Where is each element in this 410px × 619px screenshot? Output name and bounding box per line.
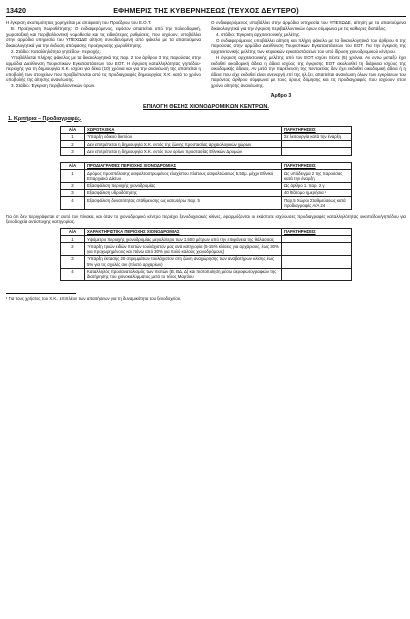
table-row: 4 Καταλληλός προσανατολισμός των πιστών (Β, ΒΔ, Δ) και πιστοποίηση μέσω αεροφωτογραφιών της διατήρησης του χιονοκαλύμματος μετά το τέλος Μαρτίου: [61, 268, 352, 281]
table-header-row: Α/Α ΧΩΡΟΤΑΞΙΚΑ ΠΑΡΑΤΗΡΗΣΕΙΣ: [61, 126, 352, 133]
left-column: [6, 20, 201, 90]
header-divider: [6, 16, 406, 17]
paragraph: 2. Στάδιο: Καταλληλότητα γηπέδου- περιοχής.: [11, 48, 101, 54]
note-paragraph: Για ότι δεν περιγράφεται σ' αυτό τον πίνακα, και όταν το χιονοδρομικό κέντρο περιέχει ξενοδοχειακές κλίνες, εφαρμόζονται οι εκάστοτε ισχύουσες προδιαγραφές καταλληλότητας οικοπέδου/γηπέδου για ξενοδοχεία αντίστοιχης κατηγορίας.: [6, 213, 406, 225]
table-row: 1 Ύπαρξη οδικού δικτύου Σε λειτουργία κατά την έναρξη: [61, 133, 352, 140]
paragraph: Η έγκριση αρχιτεκτονικής μελέτης από τον ΕΟΤ ισχύει πέντε (5) χρόνια. Αν εντω μεταξύ έχει εκδοθεί οικοδομική άδεια η άδεια ισχύος της έγκρισης ΕΟΤ ακολουθεί τη διάρκεια ισχύος της οικοδομικής άδειας. Αν μετά την παρέλευση της πενταετίας δεν έχει εκδοθεί οικοδομική άδεια ή η άδεια που είχε εκδοθεί είναι ανενεργή επί της ηλ.ζει, απαιτείται ανανέωση όλων των εγκρίσεων του παρόντος άρθρου σύμφωνα με τους όρους δόμησης και τις προδιαγραφές που ισχύουν στον χρόνο αίτησης ανανέωσης.: [211, 55, 406, 88]
paragraph: Ο ενδιαφερόμενος υποβάλλει αίτηση και πλήρη φάκελο με τα δικαιολογητικά του άρθρου 6 της παρούσας στην αρμόδια Διεύθυνση Τουριστικών Εγκαταστάσεων του ΕΟΤ. Για την έγκριση της αρχιτεκτονικής μελέτης των κτιριακών εγκαταστάσεων του υπό ίδρυση χιονοδρομικού κέντρου.: [211, 37, 406, 54]
table-row: 4 Εξασφάλιση δυνατότητας στάθμευσης ως κατωτέρω παρ. 5 Παρ.5 Χώροι Σταθμεύσεως κατά προδιαγραφές Α/Α 24: [61, 197, 352, 210]
table-row: 1 Υψόμετρο περιοχής χιονοδρομίας μεγαλύτερο των 1.500 μέτρων από την επιφάνεια της θάλασσας: [61, 236, 352, 243]
area-specifications-table: [60, 162, 352, 210]
table-header-row: Α/Α ΧΑΡΑΚΤΗΡΙΣΤΙΚΑ ΠΕΡΙΟΧΗΣ ΧΙΟΝΟΔΡΟΜΙΑΣ ΠΑΡΑΤΗΡΗΣΕΙΣ: [61, 228, 352, 235]
gazette-title: ΕΦΗΜΕΡΙΣ ΤΗΣ ΚΥΒΕΡΝΗΣΕΩΣ (ΤΕΥΧΟΣ ΔΕΥΤΕΡΟ): [113, 6, 299, 15]
right-column: [211, 20, 406, 90]
table-row: 3 Δεν επιτρέπεται η δημιουργία Χ.Κ. εντός των ορίων προστασίας Εθνικών Δρυμών: [61, 148, 352, 155]
table-row: 2 Ύπαρξη τριών ειδών πιστών τουλάχιστον μας ανά κατηγορία (5-15% κλίσεις για αρχάριους, έως 30% για προχωρημένους και πάνω από 30% για πολύ καλούς χιονοδρόμους): [61, 243, 352, 256]
paragraph: Ο ενδιαφερόμενος υποβάλλει στην αρμόδια υπηρεσία του ΥΠΕΧΩΔΕ, αίτηση με τα απαιτούμενα δικαιολογητικά για την έγκριση περιβαλλοντικών όρων σύμφωνα με τις καθιερες διατάξεις.: [211, 20, 406, 31]
footnote: ¹ Για τους χρήστες του Χ.Κ., επιπλέον των απαιτήσεων για τη δυναμικότητα του ξενοδοχείου.: [6, 296, 182, 302]
paragraph: Υποβάλλεται πλήρης φάκελος με τα δικαιολογητικά της παρ. 2 του άρθρου 3 της παρούσας στην αρμόδια Διεύθυνση Τουριστικών Εγκαταστάσεων του ΕΟΤ. Η έγκριση καταλληλότητας γηπέδου- περιοχής για τη δημιουργία Χ.Κ. ισχύει για δέκα (10) χρόνια και για την ανανέωσή της απαιτείται η υποβολή των στοιχείων που προβλέπονται από τις προδιαγραφές δημιουργίας Χ.Κ. κατά το χρόνο υποβολής της αίτησης ανανέωσης.: [6, 55, 201, 83]
paragraph: 4. στάδιο: Έγκριση αρχιτεκτονικής μελέτης.: [216, 31, 301, 37]
paragraph: Β. Προέγκριση Χωροθέτησης: Ο ενδιαφερόμενος, εφόσον απαιτείται από την πολεοδομική, χωροταξική και περιβαλλοντική νομοθεσία και τις ειδικότερες ρυθμίσεις, που ισχύουν, υποβάλλει στην αρμόδια υπηρεσία του ΥΠΕΧΩΔΕ αίτηση συνοδευόμενη από φάκελο με τα απαιτούμενα δικαιολογητικά για την έκδοση απόφασης προέγκρισης χωροθέτησης.: [6, 26, 201, 48]
page-number: 13420: [6, 6, 26, 15]
two-column-text: [6, 20, 406, 90]
paragraph: Η έγκριση σκοπιμότητας χορηγείται με απόφαση του Προέδρου του Ε.Ο.Τ.: [6, 20, 152, 25]
spatial-criteria-table: [60, 126, 352, 156]
table-row: 2 Δεν επιτρέπεται η δημιουργία Χ.Κ. εντός της ζώνης προστασίας αρχαιολογικών χώρων: [61, 141, 352, 148]
section-title: ΕΠΙΛΟΓΗ ΘΕΣΗΣ ΧΙΟΝΟΔΡΟΜΙΚΩΝ ΚΕΝΤΡΩΝ.: [143, 103, 269, 110]
table-row: 1 Δρόμος προσπέλασης ασφαλτοστρωμένος ελαχίστου πλάτους ασφαλτώσεως 5,50μ. μέχρι Εθνικό Επαρχιακό Δίκτυο Ως υπόδειγμα 2 της παρούσας κατά την έναρξη: [61, 170, 352, 183]
table-header-row: Α/Α ΠΡΟΔΙΑΓΡΑΦΕΣ ΠΕΡΙΟΧΗΣ ΧΙΟΝΟΔΡΟΜΙΑΣ ΠΑΡΑΤΗΡΗΣΕΙΣ: [61, 162, 352, 169]
footnote-divider: [6, 293, 76, 294]
page-header: [6, 3, 406, 15]
table-row: 3 Ύπαρξη έκτασης 20 στρεμμάτων τουλάχιστον στη ζώνη αναχώρησης των αναβατήρων κλίσης έως 5% για τις σχολές σκι (πλατό αρχαρίων): [61, 255, 352, 268]
table-row: 3 Εξασφάλιση υδροδότησης 40 lt/άτομο ημερήσια ¹: [61, 189, 352, 196]
table-row: 2 Εξασφάλιση περιοχής χιονοδρομίας Ως άρθρο 1. παρ. 2 γ: [61, 182, 352, 189]
sub-title: 1. Κριτήρια – Προδιαγραφές.: [8, 115, 82, 122]
area-characteristics-table: [60, 228, 352, 281]
document-page: [6, 3, 406, 617]
article-heading: Άρθρο 3: [270, 92, 292, 99]
paragraph: 3. Στάδιο: Έγκριση περιβαλλοντικών όρων.: [11, 83, 96, 89]
